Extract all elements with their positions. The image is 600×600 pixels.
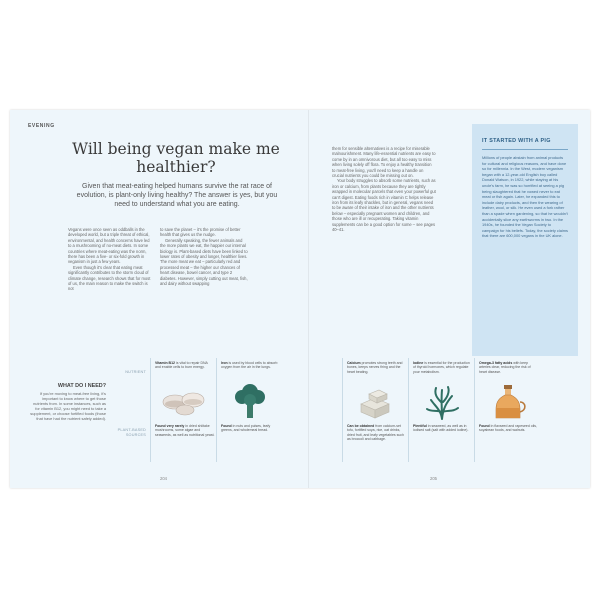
row-label-plant-sources: PLANT-BASED SOURCES: [117, 428, 146, 437]
article-title: Will being vegan make me healthier?: [72, 140, 280, 176]
plant-sources-text: in dried shiitake mushrooms, some algae and seaweeds, as well as nutritional yeast.: [155, 424, 215, 437]
plant-sources: [155, 424, 215, 437]
nutrient-info: [347, 361, 405, 374]
paragraph: them for sensible alternatives is a recipe for miserable malnourishment. Many life-essential nutrients are easy to come by in an omnivorous diet, but all too easy to miss when living solely off flora. To enjoy a healthy transition to meat-free living, you'll need to keep a handle on crucial nutrients you could be missing out on.: [332, 146, 436, 179]
sidebar-divider: [482, 149, 568, 150]
nutrient-name: Omega-3 fatty acids: [479, 361, 513, 365]
seaweed-icon: [417, 382, 467, 420]
nutrient-cell-iodine: [408, 358, 475, 462]
plant-sources-lead: Plentiful: [413, 424, 427, 428]
paragraph: Your body struggles to absorb some nutrients, such as iron or calcium, from plants because they are tightly wrapped in molecular parcels that even your powerful gut can't digest. Eating foods rich in vitamin C helps release iron from its leafy shackles, but in general, vegans need to be aware of their intake of iron and the other nutrients below – especially pregnant women and children, and those who are ill or recuperating. Taking vitamin supplements can be a good option for some – see pages 40–41.: [332, 178, 436, 233]
plant-sources-lead: Can be obtained: [347, 424, 375, 428]
row-label-nutrient: NUTRIENT: [125, 370, 146, 374]
nutrient-cell-omega-3: [474, 358, 541, 462]
plant-sources: [479, 424, 539, 433]
page-number-left: 204: [160, 476, 167, 481]
plant-sources-lead: Found: [221, 424, 232, 428]
nutrient-panel: [20, 358, 580, 466]
nutrient-info: [413, 361, 471, 374]
paragraph: to save the planet – it's the promise of better health that gives us the nudge.: [160, 227, 241, 238]
tofu-icon: [351, 382, 401, 420]
nutrient-name: Iron: [221, 361, 228, 365]
nutrient-panel-text: If you're moving to meat-free living, it's important to know where to get those nutrients from. In some instances, such as for vitamin B12, you might need to take a supplement, or choose fortified foods (those that have had the nutrient safely added).: [30, 391, 106, 421]
sidebar-text: Millions of people abstain from animal products for cultural and religious reasons, and have done so for millennia. In the West, modern veganism began with a 12-year-old English boy called Donald Watson, in 1922, while staying at his uncle's farm, he was so horrified at seeing a pig being slaughtered that he vowed never to eat meat or fish again. Later, he expanded this to include dairy products, and then the wearing of leather, wool, or silk. He even used a fork rather than a spade when gardening, so that he wouldn't accidentally slice any earthworms in two. In the 1940s, he founded the Vegan Society to campaign for his beliefs. Today, the society claims that there are 600,000 vegans in the UK alone.: [482, 155, 568, 239]
nutrient-name: Calcium: [347, 361, 361, 365]
body-column-2: [160, 227, 248, 286]
sidebar-box: [472, 124, 578, 356]
plant-sources: [413, 424, 473, 433]
plant-sources: [221, 424, 281, 433]
nutrient-panel-heading: WHAT DO I NEED?: [57, 383, 106, 389]
nutrient-cell-vitamin-b12: [150, 358, 217, 462]
plant-sources-lead: Found very rarely: [155, 424, 185, 428]
nutrient-name: Vitamin B12: [155, 361, 175, 365]
plant-sources-text: in flaxseed and rapeseed oils, soyabean foods, and walnuts.: [479, 424, 537, 433]
page-number-right: 205: [430, 476, 437, 481]
section-label: EVENING: [28, 123, 55, 129]
broccoli-icon: [225, 382, 275, 420]
nutrient-description: is vital to repair DNA and enable cells to burn energy.: [155, 361, 208, 370]
book-spread: [10, 110, 590, 488]
nutrient-cell-calcium: [342, 358, 409, 462]
nutrient-description: with keep arteries clear, reducing the risk of heart disease.: [479, 361, 531, 374]
body-column-3: [332, 146, 436, 233]
plant-sources: [347, 424, 407, 442]
paragraph: Generally speaking, the fewer animals and the more plants we eat, the happier our internal biology is. Plant-based diets have been linked to lower rates of obesity and longer, healthier lives. The more meat we eat – particularly red and processed meat – the higher our chances of heart disease, bowel cancer, and type 2 diabetes. However, simply cutting out meat, fish, and dairy without swapping: [160, 237, 248, 287]
nutrient-info: [155, 361, 213, 370]
nutrient-description: promotes strong teeth and bones, keeps nerves firing and the heart beating.: [347, 361, 403, 374]
nutrient-description: is essential for the production of thyroid hormones, which regulate your metabolism.: [413, 361, 470, 374]
nutrient-cell-iron: [216, 358, 283, 462]
mushroom-icon: [159, 382, 209, 420]
oil-bottle-icon: [483, 382, 533, 420]
article-intro: Given that meat-eating helped humans survive the rat race of evolution, is plant-only living healthy? The answer is yes, but you need to understand what you are eating.: [76, 183, 278, 208]
plant-sources-text: in seaweed, as well as in iodised salt (salt with added iodine).: [413, 424, 469, 433]
nutrient-info: [479, 361, 537, 374]
paragraph: Vegans were once seen as oddballs in the developed world, but a triple threat of ethical, environmental, and health concerns have led to a mushrooming of no-meat diets. In some countries where meat-eating was the norm, there has been a five- or six-fold growth in veganism in just a few years.: [68, 227, 150, 265]
plant-sources-text: from calcium-set tofu, fortified soya, rice, oat drinks, dried fruit, and leafy vegetables such as broccoli and cabbage.: [347, 424, 405, 442]
nutrient-info: [221, 361, 279, 370]
plant-sources-lead: Found: [479, 424, 490, 428]
body-column-1: [68, 227, 152, 292]
paragraph: Even though it's clear that eating meat significantly contributes to the storm cloud of climate change, research shows that for most of us, the main reason to make the switch is not: [68, 264, 151, 292]
nutrient-description: is used by blood cells to absorb oxygen from the air in the lungs.: [221, 361, 278, 370]
plant-sources-text: in nuts and pulses, leafy greens, and wholemeal bread.: [221, 424, 271, 433]
sidebar-title: IT STARTED WITH A PIG: [482, 138, 551, 144]
nutrient-name: Iodine: [413, 361, 424, 365]
